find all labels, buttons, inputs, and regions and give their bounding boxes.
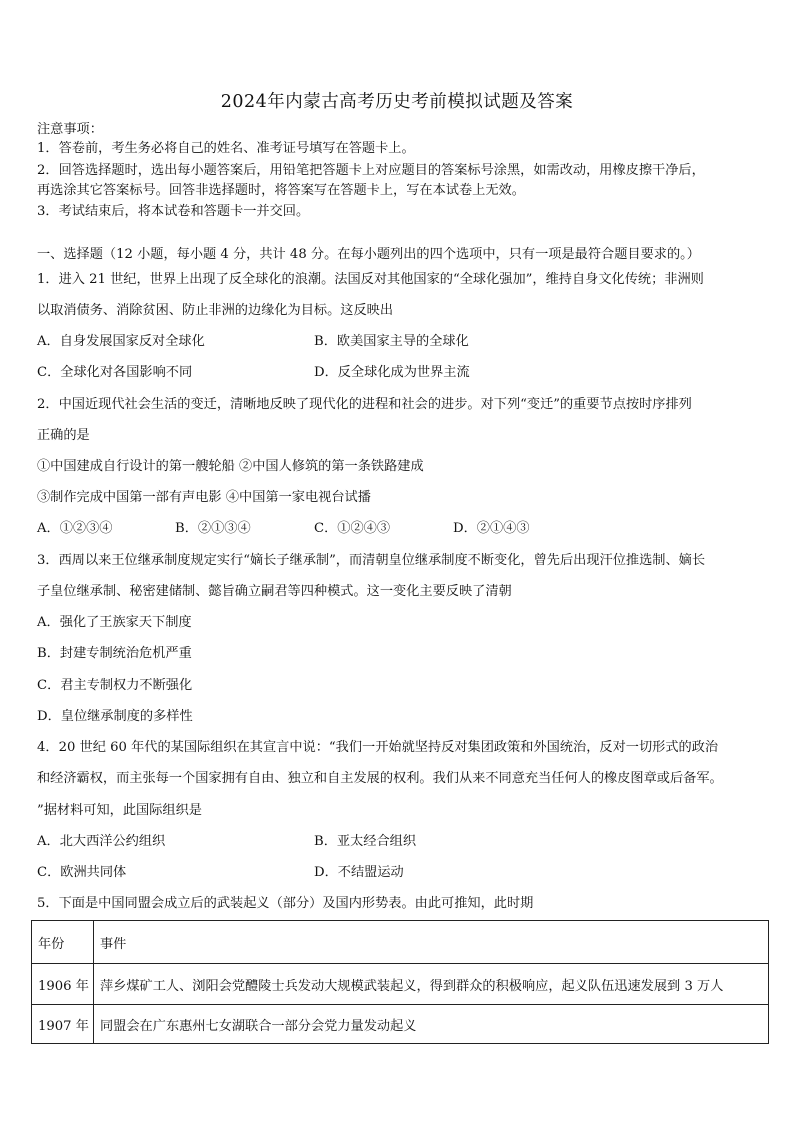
table-header-cell: 事件 — [94, 921, 769, 964]
question-stem: 子皇位继承制、秘密建储制、懿旨确立嗣君等四种模式。这一变化主要反映了清朝 — [37, 584, 512, 599]
table-header-row — [32, 921, 769, 964]
question-stem: 和经济霸权，而主张每一个国家拥有自由、独立和自主发展的权利。我们从来不同意充当任何人的橡皮图章或后备军。 — [37, 771, 723, 786]
question-stem: 4．20 世纪 60 年代的某国际组织在其宣言中说：“我们一开始就坚持反对集团政策和外国统治，反对一切形式的政治 — [37, 740, 719, 755]
option-c: C．欧洲共同体 — [37, 865, 127, 880]
question-items: ③制作完成中国第一部有声电影 ④中国第一家电视台试播 — [37, 490, 371, 505]
table-cell-event: 同盟会在广东惠州七女湖联合一部分会党力量发动起义 — [94, 1005, 769, 1044]
option-d: D．不结盟运动 — [314, 865, 404, 880]
notice-item: 3．考试结束后，将本试卷和答题卡一并交回。 — [37, 204, 310, 219]
notice-item: 2．回答选择题时，选出每小题答案后，用铅笔把答题卡上对应题目的答案标号涂黑，如需改动，用橡皮擦干净后， — [37, 163, 705, 178]
table-row — [32, 1005, 769, 1044]
section-heading: 一、选择题（12 小题，每小题 4 分，共计 48 分。在每小题列出的四个选项中，只有一项是最符合题目要求的。） — [37, 247, 700, 262]
table-cell-year: 1907 年 — [32, 1005, 94, 1044]
option-b: B．亚太经合组织 — [314, 834, 417, 849]
table-cell-year: 1906 年 — [32, 964, 94, 1005]
question-items: ①中国建成自行设计的第一艘轮船 ②中国人修筑的第一条铁路建成 — [37, 459, 424, 474]
option-d: D．皇位继承制度的多样性 — [37, 709, 193, 724]
question-stem: 5．下面是中国同盟会成立后的武装起义（部分）及国内形势表。由此可推知，此时期 — [37, 896, 534, 911]
option-c: C．君主专制权力不断强化 — [37, 678, 193, 693]
option-a: A．①②③④ — [37, 521, 113, 536]
option-a: A．强化了王族家天下制度 — [37, 615, 192, 630]
notice-item: 再选涂其它答案标号。回答非选择题时，将答案写在答题卡上，写在本试卷上无效。 — [37, 183, 525, 198]
table-header-cell: 年份 — [32, 921, 94, 964]
option-b: B．封建专制统治危机严重 — [37, 646, 192, 661]
option-c: C．全球化对各国影响不同 — [37, 365, 193, 380]
option-a: A．自身发展国家反对全球化 — [37, 334, 205, 349]
option-a: A．北大西洋公约组织 — [37, 834, 166, 849]
option-b: B．欧美国家主导的全球化 — [314, 334, 469, 349]
option-d: D．反全球化成为世界主流 — [314, 365, 470, 380]
question-stem: 正确的是 — [37, 428, 90, 443]
notice-item: 1．答卷前，考生务必将自己的姓名、准考证号填写在答题卡上。 — [37, 141, 415, 156]
table-row — [32, 964, 769, 1005]
question-stem: 1．进入 21 世纪，世界上出现了反全球化的浪潮。法国反对其他国家的“全球化强加”，维持自身文化传统；非洲则 — [37, 272, 704, 287]
page-title: 2024年内蒙古高考历史考前模拟试题及答案 — [220, 92, 574, 112]
option-d: D．②①④③ — [453, 521, 530, 536]
table-cell-event: 萍乡煤矿工人、浏阳会党醴陵士兵发动大规模武装起义，得到群众的积极响应，起义队伍迅速发展到 3 万人 — [94, 964, 769, 1005]
events-table — [31, 920, 769, 1044]
question-stem: ”据材料可知，此国际组织是 — [37, 803, 202, 818]
question-stem: 以取消债务、消除贫困、防止非洲的边缘化为目标。这反映出 — [37, 303, 394, 318]
notice-heading: 注意事项： — [37, 122, 103, 137]
option-c: C．①②④③ — [314, 521, 391, 536]
question-stem: 3．西周以来王位继承制度规定实行“嫡长子继承制”，而清朝皇位继承制度不断变化，曾先后出现汗位推选制、嫡长 — [37, 553, 706, 568]
question-stem: 2．中国近现代社会生活的变迁，清晰地反映了现代化的进程和社会的进步。对下列“变迁”的重要节点按时序排列 — [37, 397, 692, 412]
option-b: B．②①③④ — [175, 521, 251, 536]
